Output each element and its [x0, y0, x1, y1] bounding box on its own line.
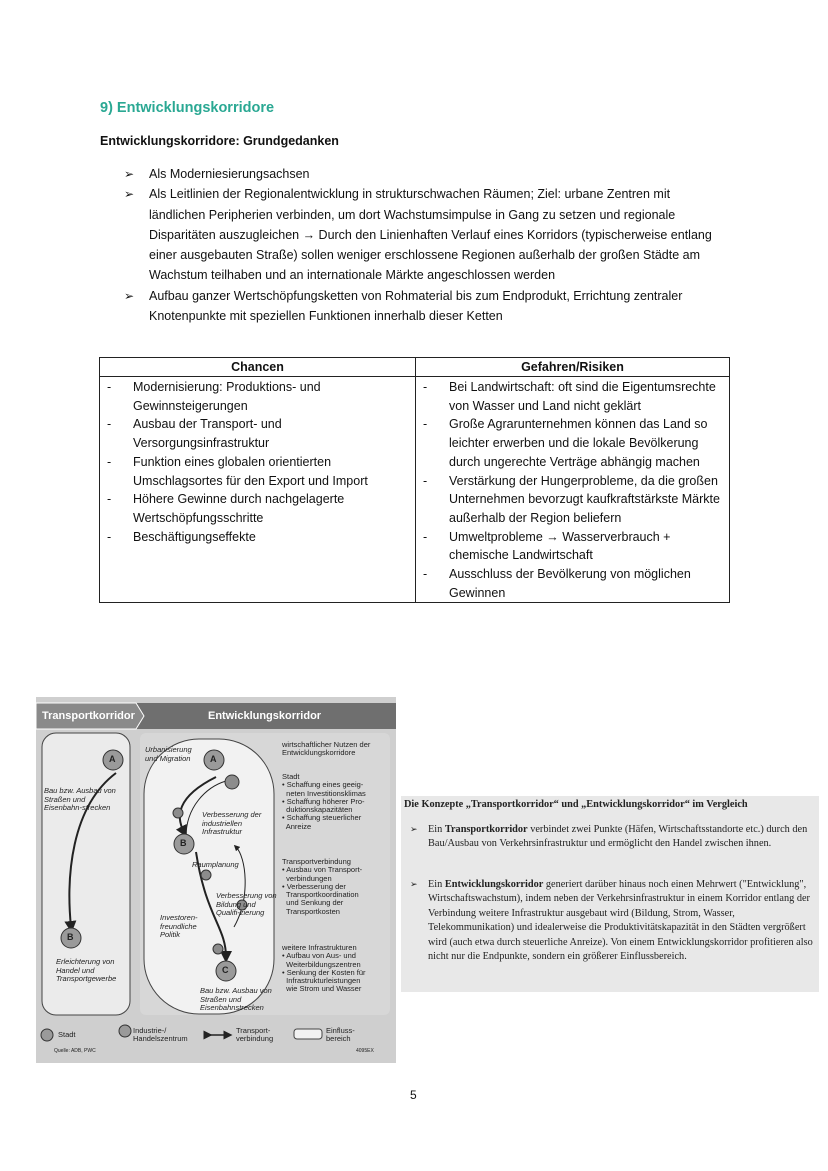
label-raumplanung: Raumplanung [192, 860, 239, 869]
label-infra-block: weitere Infrastrukturen • Aufbau von Aus- und Weiterbildungszentren • Senkung der Kosten für Infrastrukturleistungen wie Strom und Wasser [282, 943, 366, 994]
header-entwicklungskorridor: Entwicklungskorridor [208, 710, 322, 722]
arrow-bullet-icon: ➢ [124, 187, 135, 202]
comparison-text-box [401, 796, 819, 992]
section-title: 9) Entwicklungskorridore [100, 100, 275, 116]
list-item: - Modernisierung: Produktions- und Gewinnsteigerungen [107, 380, 321, 413]
legend-stadt: Stadt [58, 1030, 76, 1039]
bullet-list [124, 164, 724, 326]
paragraph-entwicklungskorridor: Ein Entwicklungskorridor generiert darüber hinaus noch einen Mehrwert ("Entwicklung", Wirtschaftswachstum), indem neben der Verkehrsinfrastruktur in einem Korridor entlang der Verbindung weitere Infrastruktur ausgebaut wird (Bildung, Strom, Wasser, Telekommunikation) und idealerweise die Produktivitätskapazität in den Städten vergrößert wird (auch etwa durch steuerliche Anreize). Von einem Entwicklungskorridor profitieren also nicht nur die Endpunkte, sondern ein größerer Einflussbereich. [428, 879, 813, 963]
label-urbanisierung: Urbanisierung und Migration [145, 745, 192, 763]
list-item: - Bei Landwirtschaft: oft sind die Eigentumsrechte von Wasser und Land nicht geklärt [423, 380, 716, 413]
list-item: - Ausbau der Transport- und Versorgungsinfrastruktur [107, 417, 282, 451]
label-verbesserung-bildung: Verbesserung von Bildung und Qualifi-zierung [216, 891, 277, 917]
list-item: - Beschäftigungseffekte [107, 529, 256, 544]
node-c-right: C [222, 965, 229, 975]
list-item: - Verstärkung der Hungerprobleme, da die großen Unternehmen bevorzugt kaufkraftstärkste Märkte außerhalb der Region beliefern [423, 473, 720, 525]
paragraph-transportkorridor: Ein Transportkorridor verbindet zwei Punkte (Häfen, Wirtschaftsstandorte etc.) durch den Bau/Ausbau von Verkehrsinfrastruktur und ermöglicht den Handel zwischen ihnen. [428, 824, 808, 850]
legend-industrie: Industrie-/ Handelszentrum [133, 1026, 188, 1044]
legend-transport: Transport- verbindung [236, 1026, 274, 1044]
chancen-cell [100, 377, 416, 603]
label-nutzen-title: wirtschaftlicher Nutzen der Entwicklungskorridore [282, 740, 371, 758]
subtitle: Entwicklungskorridore: Grundgedanken [100, 134, 339, 148]
diagram-code: 4095EX [356, 1048, 374, 1054]
label-erleichterung: Erleichterung von Handel und Transportgewerbe [56, 957, 117, 983]
label-investoren: Investoren-freundliche Politik [160, 913, 198, 939]
arrow-bullet-icon: ➢ [410, 879, 418, 889]
label-transport-block: Transportverbindung • Ausbau von Transport- verbindungen • Verbesserung der Transportkoordination und Senkung der Transportkosten [282, 857, 363, 916]
comparison-title: Die Konzepte „Transportkorridor“ und „Entwicklungskorridor“ im Vergleich [404, 799, 748, 810]
node-a-left: A [109, 754, 116, 764]
risiken-cell [416, 377, 730, 603]
table-row [100, 377, 730, 603]
list-item: - Ausschluss der Bevölkerung von möglichen Gewinnen [423, 567, 691, 600]
arrow-bullet-icon: ➢ [410, 824, 418, 834]
list-item: - Umweltprobleme → Wasserverbrauch + chemische Landwirtschaft [423, 529, 671, 563]
diagram-source: Quelle: ADB, PWC [54, 1048, 96, 1054]
list-item: ➢ Aufbau ganzer Wertschöpfungsketten von Rohmaterial bis zum Endprodukt, Errichtung zentraler Knotenpunkte mit speziellen Funktionen innerhalb dieser Ketten [124, 286, 724, 327]
legend-einfluss: Einfluss- bereich [326, 1026, 355, 1044]
label-verbesserung-infra: Verbesserung der industriellen Infrastruktur [202, 810, 262, 836]
label-bau-ausbau-c: Bau bzw. Ausbau von Straßen und Eisenbahnstrecken [200, 986, 272, 1012]
node-a-right: A [210, 754, 217, 764]
arrow-bullet-icon: ➢ [124, 167, 135, 181]
table-header-row [100, 358, 730, 377]
list-item: - Funktion eines globalen orientierten Umschlagsortes für den Export und Import [107, 454, 368, 488]
column-header-chancen: Chancen [100, 358, 416, 377]
list-item: - Große Agrarunternehmen können das Land so leichter erwerben und die lokale Bevölkerung durch ungerechte Verträge abhängig machen [423, 417, 708, 469]
node-b-right: B [180, 838, 187, 848]
comparison-table [99, 357, 730, 603]
list-item: - Höhere Gewinne durch nachgelagerte Wertschöpfungsschritte [107, 492, 345, 525]
arrow-bullet-icon: ➢ [124, 288, 135, 303]
list-item: ➢ Als Leitlinien der Regionalentwicklung in strukturschwachen Räumen; Ziel: urbane Zentren mit ländlichen Peripherien verbinden, um dort Wachstumsimpulse in Gang zu setzen und regionale Disparitäten auszugleichen → Durch den Linienhaften Verlauf eines Korridors (typischerweise entlang einer ausgebauten Straße) sollen weniger erschlossene Regionen außerhalb der großen Städte am Wachstum teilhaben und an internationale Märkte angeschlossen werden [124, 184, 724, 285]
label-bau-ausbau-left: Bau bzw. Ausbau von Straßen und Eisenbahn-strecken [44, 786, 116, 812]
corridor-diagram [36, 697, 396, 1063]
column-header-risiken: Gefahren/Risiken [416, 358, 730, 377]
page-number: 5 [410, 1088, 417, 1102]
list-item: ➢ Als Moderniesierungsachsen [124, 164, 724, 184]
node-b-left: B [67, 932, 74, 942]
label-stadt-block: Stadt • Schaffung eines geeig- neten Investitionsklimas • Schaffung höherer Pro- duktionskapazitäten • Schaffung steuerlicher Anreize [282, 772, 366, 831]
header-transportkorridor: Transportkorridor [42, 710, 135, 722]
